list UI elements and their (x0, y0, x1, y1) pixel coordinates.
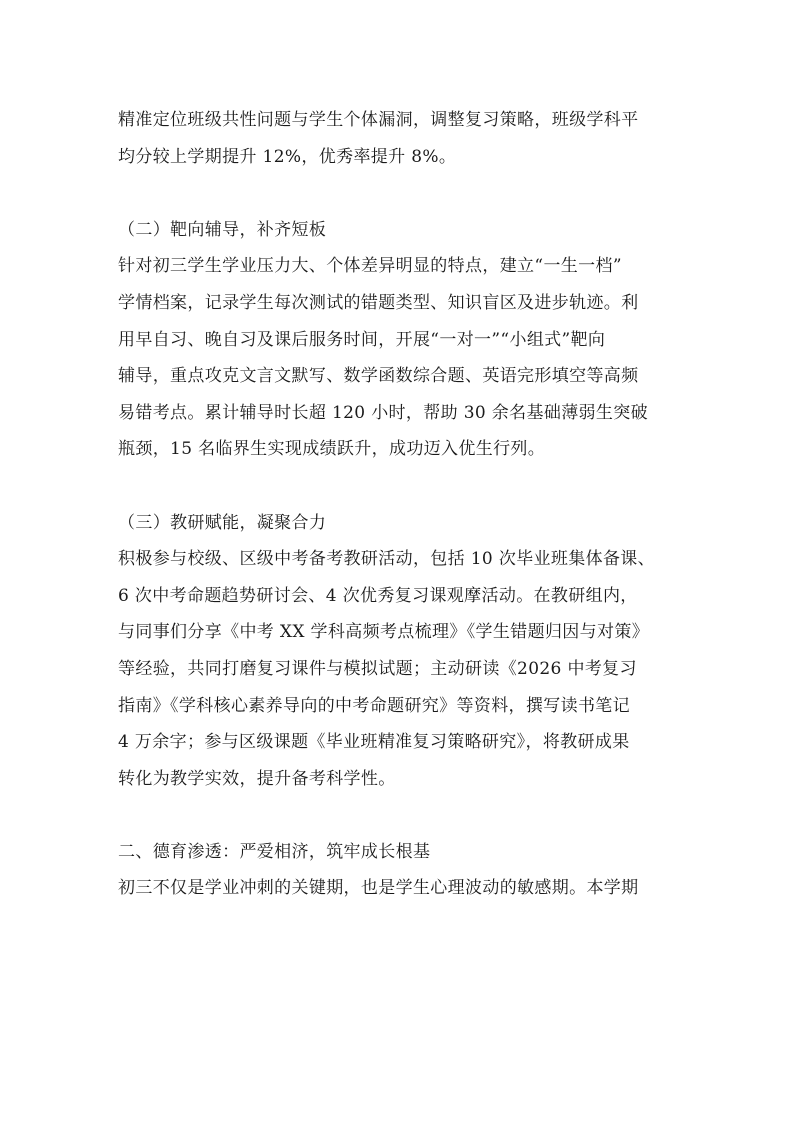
text-line: 瓶颈，15 名临界生实现成绩跃升，成功迈入优生行列。 (118, 439, 546, 460)
paragraph-spacer (118, 175, 688, 212)
text-line: 等经验，共同打磨复习课件与模拟试题；主动研读《2026 中考复习 (118, 658, 637, 679)
paragraph-spacer (118, 468, 688, 505)
text-line: 学情档案，记录学生每次测试的错题类型、知识盲区及进步轨迹。利 (118, 292, 639, 313)
text-line: 精准定位班级共性问题与学生个体漏洞，调整复习策略，班级学科平 (118, 110, 639, 130)
section-heading: （三）教研赋能，凝聚合力 (118, 512, 327, 533)
text-line: 4 万余字；参与区级课题《毕业班精准复习策略研究》，将教研成果 (118, 732, 630, 753)
document-body (118, 102, 688, 907)
text-line: 积极参与校级、区级中考备考教研活动，包括 10 次毕业班集体备课、 (118, 549, 655, 570)
text-line: 辅导，重点攻克文言文默写、数学函数综合题、英语完形填空等高频 (118, 366, 639, 387)
text-line: 易错考点。累计辅导时长超 120 小时，帮助 30 余名基础薄弱生突破 (118, 402, 648, 423)
text-line: 针对初三学生学业压力大、个体差异明显的特点，建立“一生一档” (118, 256, 622, 277)
text-line: 用早自习、晚自习及课后服务时间，开展“一对一”“小组式”靶向 (118, 329, 606, 350)
section-heading: 二、德育渗透：严爱相济，筑牢成长根基 (118, 841, 431, 862)
text-line: 6 次中考命题趋势研讨会、4 次优秀复习课观摩活动。在教研组内， (118, 585, 638, 606)
text-line: 指南》《学科核心素养导向的中考命题研究》等资料，撰写读书笔记 (118, 695, 630, 716)
text-line: 转化为教学实效，提升备考科学性。 (118, 768, 396, 789)
section-teaching-research (118, 505, 688, 798)
text-line: 初三不仅是学业冲刺的关键期，也是学生心理波动的敏感期。本学期 (118, 878, 639, 899)
text-line: 与同事们分享《中考 XX 学科高频考点梳理》《学生错题归因与对策》 (118, 622, 650, 643)
section-targeted-tutoring (118, 212, 688, 468)
section-heading: （二）靶向辅导，补齐短板 (118, 219, 327, 240)
paragraph-spacer (118, 797, 688, 834)
text-line: 均分较上学期提升 12%，优秀率提升 8%。 (118, 146, 457, 167)
section-moral-education (118, 834, 688, 907)
intro-paragraph (118, 102, 688, 175)
